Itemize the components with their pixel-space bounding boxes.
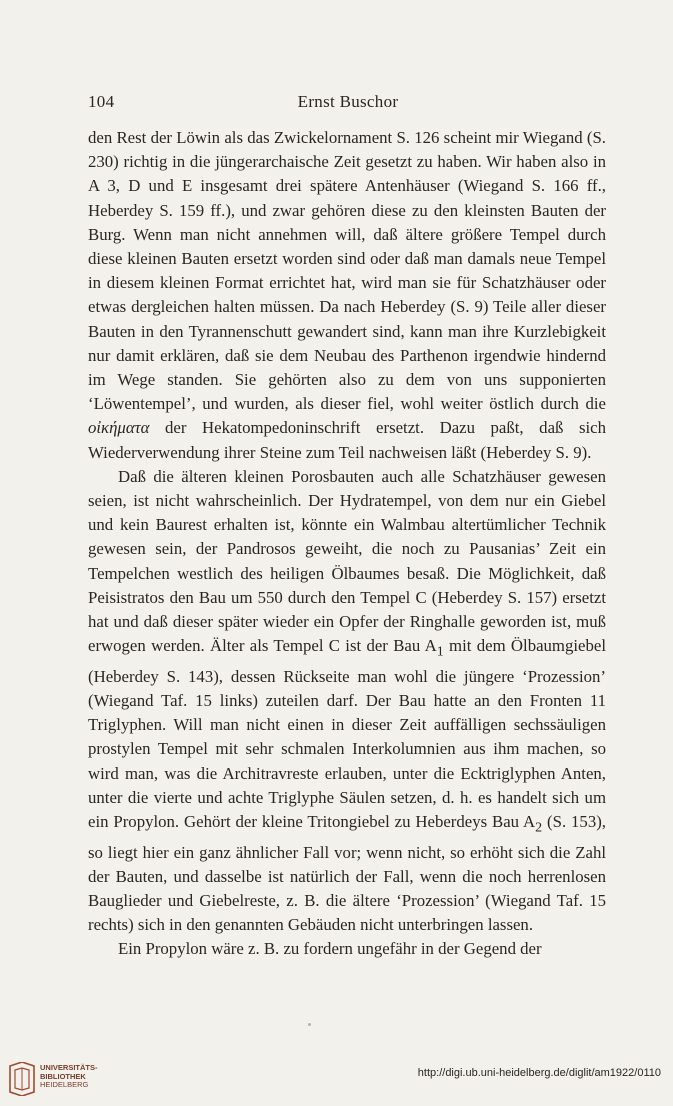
running-title: Ernst Buschor	[297, 92, 399, 111]
logo-line: HEIDELBERG	[40, 1080, 89, 1089]
paragraph-text: (S. 153), so liegt hier ein ganz ähnlicher Fall vor; wenn nicht, so erhöht sich die Zahl der Bauten, und dasselbe ist natürlich der Fall, wenn die noch herrenlosen Bauglieder und Giebelreste, z. B. die ältere ‘Prozession’ (Wiegand Taf. 15 rechts) sich in den genannten Gebäuden nicht unterbringen lassen.	[88, 812, 606, 935]
scan-speck	[308, 1023, 311, 1026]
source-url[interactable]: http://digi.ub.uni-heidelberg.de/diglit/am1922/0110	[417, 1067, 661, 1079]
page-header	[88, 92, 608, 116]
paragraph	[88, 126, 606, 465]
paragraph-text: den Rest der Löwin als das Zwickelornament S. 126 scheint mir Wiegand (S. 230) richtig in die jüngerarchaische Zeit gesetzt zu haben. Wir haben also in A 3, D und E insgesamt drei spätere Antenhäuser (Wiegand S. 166 ff., Heberdey S. 159 ff.), und zwar gehören diese zu den kleinsten Bauten der Burg. Wenn man nicht annehmen will, daß ältere größere Tempel durch diese kleinen Bauten ersetzt worden sind oder daß man damals neue Tempel in diesem kleinen Format errichtet hat, wird man sie für Schatzhäuser oder etwas dergleichen halten müssen. Da nach Heberdey (S. 9) Teile aller dieser Bauten in den Tyrannenschutt gewandert sind, kann man ihre Kurzlebigkeit nur damit erklären, daß sie dem Neubau des Parthenon irgendwie hindernd im Wege standen. Sie gehörten also zu dem von uns supponierten ‘Löwentempel’, und wurden, als dieser fiel, wohl weiter östlich durch die	[88, 128, 606, 414]
paragraph-text: der Hekatompedoninschrift ersetzt. Dazu paßt, daß sich Wiederverwendung ihrer Steine zum Teil nachweisen läßt (Heberdey S. 9).	[88, 418, 606, 462]
library-logo	[8, 1062, 118, 1102]
greek-term: οἰκήματα	[88, 418, 150, 438]
paragraph-text: Daß die älteren kleinen Porosbauten auch alle Schatzhäuser gewesen seien, ist nicht wahrscheinlich. Der Hydratempel, von dem nur ein Giebel und kein Baurest erhalten ist, könnte ein Walmbau altertümlicher Technik gewesen sein, der Pandrosos geweiht, die noch zu Pausanias’ Zeit ein Tempelchen westlich des heiligen Ölbaumes besaß. Die Möglichkeit, daß Peisistratos den Bau um 550 durch den Tempel C (Heberdey S. 157) ersetzt hat und daß dieser später wieder ein Opfer der Ringhalle geworden ist, muß erwogen werden. Älter als Tempel C ist der Bau A	[88, 466, 606, 656]
paragraph	[88, 465, 606, 938]
paragraph	[88, 937, 606, 961]
paragraph-text: Ein Propylon wäre z. B. zu fordern ungefähr in der Gegend der	[118, 939, 542, 959]
library-logo-icon	[8, 1062, 36, 1096]
paragraph-text: mit dem Ölbaumgiebel (Heberdey S. 143), dessen Rückseite man wohl die jüngere ‘Prozession’ (Wiegand Taf. 15 links) zuteilen darf. Der Bau hatte an den Fronten 11 Triglyphen. Will man nicht einen in dieser Zeit auffälligen sechssäuligen prostylen Tempel mit sehr schmalen Interkolumnien aus ihm machen, so wird man, was die Architravreste erlauben, unter die Ecktriglyphen Anten, unter die vierte und achte Triglyphe Säulen setzen, d. h. es handelt sich um ein Propylon. Gehört der kleine Tritongiebel zu Heberdeys Bau A	[88, 636, 606, 832]
logo-line: BIBLIOTHEK	[40, 1071, 86, 1081]
subscript: 2	[535, 820, 543, 836]
logo-line: UNIVERSITÄTS-	[40, 1063, 98, 1072]
body-text	[88, 126, 606, 962]
page-number: 104	[88, 92, 115, 111]
library-logo-text	[40, 1064, 98, 1090]
subscript: 1	[436, 644, 444, 660]
